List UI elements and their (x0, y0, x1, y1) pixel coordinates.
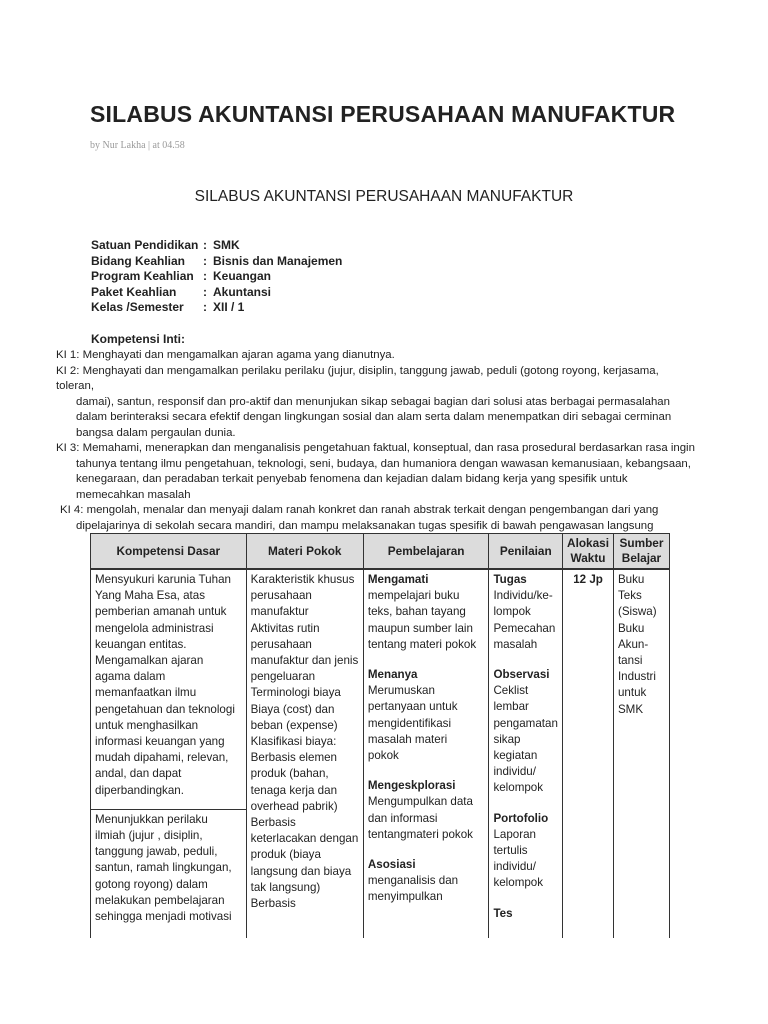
identity-table (91, 238, 342, 316)
kd-line: sehingga menjadi motivasi (95, 910, 232, 924)
ki-line: KI 1: Menghayati dan mengamalkan ajaran agama yang dianutnya. (56, 349, 395, 361)
mp-line: produk (biaya (250, 848, 321, 862)
ki-item (56, 364, 696, 442)
penilaian-line: lembar (493, 700, 529, 714)
kd-line: untuk menghasilkan (95, 718, 199, 732)
penilaian-line: Ceklist (493, 684, 529, 698)
sumber-line: untuk (617, 686, 647, 700)
kd-line: mudah dipahami, relevan, (95, 751, 229, 765)
kd-line: memanfaatkan ilmu (95, 686, 197, 700)
cell-pembelajaran (363, 569, 489, 938)
ki-line: dalam berinteraksi secara efektif dengan lingkungan sosial dan alam serta dalam menempatkan diri sebagai cerminan (76, 411, 672, 423)
penilaian-line: Pemecahan (493, 621, 556, 635)
pembelajaran-line: menyimpulkan (367, 890, 443, 904)
meta-key: Program Keahlian (91, 269, 194, 283)
kd-line: pemberian amanah untuk (95, 605, 227, 619)
table-header-row (91, 534, 670, 570)
kd-line: Mengamalkan ajaran (95, 654, 204, 668)
pembelajaran-line: pokok (367, 749, 399, 763)
penilaian-section (493, 667, 558, 797)
meta-row (91, 285, 342, 301)
penilaian-line: Laporan (493, 827, 536, 841)
meta-key: Paket Keahlian (91, 284, 177, 299)
sumber-line: SMK (617, 702, 644, 716)
mp-line: Berbasis (250, 816, 296, 830)
mp-line: Klasifikasi biaya: (250, 735, 337, 749)
ki-line: memecahkan masalah (76, 488, 191, 501)
ki-line: kenegaraan, dan peradaban terkait penyebab fenomena dan kejadian dalam bidang kerja yang spesifik untuk (76, 473, 628, 485)
pembelajaran-section (368, 778, 485, 843)
pembelajaran-heading: Mengeskplorasi (367, 779, 456, 793)
pembelajaran-heading: Mengamati (367, 573, 429, 586)
table-row (91, 569, 670, 938)
ki-line: bangsa dalam pergaulan dunia. (76, 426, 236, 439)
meta-value: Akuntansi (213, 284, 272, 299)
ki-item (56, 503, 696, 534)
cell-kompetensi-dasar (91, 569, 247, 938)
meta-sep: : (203, 269, 207, 283)
header-sumber-belajar: Sumber Belajar (613, 534, 669, 570)
sumber-line: Akun- (617, 637, 649, 651)
penilaian-line: masalah (493, 637, 538, 651)
header-alokasi-waktu: Alokasi Waktu (563, 534, 614, 570)
pembelajaran-section (368, 857, 485, 906)
kompetensi-inti-list (56, 348, 696, 534)
penilaian-section (493, 811, 558, 892)
pembelajaran-line: tentangmateri pokok (367, 827, 473, 841)
meta-value: XII / 1 (213, 300, 245, 314)
pembelajaran-line: maupun sumber lain (367, 621, 473, 635)
penilaian-line: tertulis (493, 844, 528, 858)
kd-line: gotong royong) dalam (95, 877, 208, 891)
pembelajaran-line: menganalisis dan (367, 874, 459, 888)
sumber-line: (Siswa) (617, 605, 657, 619)
penilaian-line: kegiatan (493, 749, 538, 763)
mp-line: perusahaan (250, 589, 312, 603)
ki-line: KI 3: Memahami, menerapkan dan menganalisis pengetahuan faktual, konseptual, dan rasa prosedural berdasarkan rasa ingin (56, 442, 695, 454)
mp-line: manufaktur dan jenis (250, 654, 359, 668)
meta-value: SMK (213, 238, 240, 252)
mp-line: Berbasis (250, 897, 296, 911)
sumber-line: Buku (617, 621, 645, 635)
penilaian-section (493, 572, 558, 653)
kd-block-1 (95, 572, 242, 805)
cell-materi-pokok (246, 569, 363, 938)
ki-line: dipelajarinya di sekolah secara mandiri, dan mampu melaksanakan tugas spesifik di bawah pengawasan langsung (76, 519, 654, 532)
kompetensi-inti-heading: Kompetensi Inti: (91, 332, 186, 346)
ki-line: KI 4: mengolah, menalar dan menyaji dalam ranah konkret dan ranah abstrak terkait dengan pengembangan dari yang (60, 504, 659, 516)
meta-value: Bisnis dan Manajemen (213, 253, 343, 268)
mp-line: Karakteristik khusus (250, 573, 355, 586)
mp-line: perusahaan (250, 637, 312, 651)
pembelajaran-heading: Asosiasi (367, 858, 416, 872)
byline: by Nur Lakha | at 04.58 (90, 140, 185, 151)
kd-line: melakukan pembelajaran (95, 893, 225, 907)
pembelajaran-line: Merumuskan (367, 684, 435, 698)
ki-item (56, 348, 696, 364)
pembelajaran-section (368, 572, 485, 653)
penilaian-line: kelompok (493, 781, 544, 795)
kd-line: agama dalam (95, 670, 166, 684)
meta-sep: : (203, 284, 207, 299)
header-pembelajaran: Pembelajaran (363, 534, 489, 570)
penilaian-line: pengamatan (493, 716, 558, 730)
pembelajaran-line: masalah materi (367, 732, 448, 746)
penilaian-heading: Tugas (493, 573, 527, 586)
mp-line: tak langsung) (250, 880, 321, 894)
penilaian-line: lompok (493, 605, 531, 619)
mp-line: keterlacakan dengan (250, 832, 359, 846)
meta-sep: : (203, 238, 207, 252)
sumber-line: Buku (617, 573, 645, 586)
mp-line: manufaktur (250, 605, 309, 619)
mp-line: Aktivitas rutin (250, 621, 320, 635)
penilaian-line: sikap (493, 732, 521, 746)
kd-line: informasi keuangan yang (95, 735, 225, 749)
cell-penilaian (489, 569, 563, 938)
kd-line: pengetahuan dan teknologi (95, 702, 235, 716)
kd-line: Yang Maha Esa, atas (95, 589, 205, 603)
pembelajaran-line: pertanyaan untuk (367, 700, 458, 714)
meta-row (91, 254, 342, 270)
pembelajaran-line: mengidentifikasi (367, 716, 452, 730)
mp-line: Berbasis elemen (250, 751, 337, 765)
mp-line: Biaya (cost) dan (250, 702, 335, 716)
penilaian-line: individu/ (493, 765, 536, 779)
kd-line: tanggung jawab, peduli, (95, 845, 218, 859)
pembelajaran-line: Mengumpulkan data (367, 795, 473, 809)
mp-line: produk (bahan, (250, 767, 329, 781)
ki-line: KI 2: Menghayati dan mengamalkan perilaku perilaku (jujur, disiplin, tanggung jawab, peduli (gotong royong, kerjasama, toleran, (56, 364, 659, 392)
sumber-line: Teks (617, 589, 642, 603)
meta-value: Keuangan (213, 269, 272, 283)
pembelajaran-line: mempelajari buku (367, 589, 460, 603)
kd-line: Menunjukkan perilaku (95, 812, 208, 826)
mp-line: tenaga kerja dan (250, 783, 338, 797)
mp-line: langsung dan biaya (250, 864, 352, 878)
kd-line: santun, ramah lingkungan, (95, 861, 232, 875)
penilaian-heading: Portofolio (493, 811, 549, 825)
meta-row (91, 238, 342, 254)
syllabus-table (90, 533, 670, 938)
pembelajaran-line: teks, bahan tayang (367, 605, 466, 619)
meta-sep: : (203, 300, 207, 314)
meta-key: Satuan Pendidikan (91, 238, 199, 252)
sumber-line: Industri (617, 670, 656, 684)
pembelajaran-heading: Menanya (367, 668, 418, 682)
page-title: SILABUS AKUNTANSI PERUSAHAAN MANUFAKTUR (90, 101, 676, 127)
meta-row (91, 300, 342, 316)
mp-line: pengeluaran (250, 670, 316, 684)
penilaian-line: Individu/ke- (493, 589, 553, 603)
kd-block-2 (91, 809, 246, 925)
cell-alokasi-waktu: 12 Jp (563, 569, 614, 938)
ki-line: tahunya tentang ilmu pengetahuan, teknologi, seni, budaya, dan humaniora dengan wawasan kemanusiaan, kebangsaan, (76, 457, 691, 470)
mp-line: Terminologi biaya (250, 686, 341, 700)
sumber-line: tansi (617, 654, 643, 668)
cell-sumber-belajar (613, 569, 669, 938)
meta-sep: : (203, 253, 207, 268)
penilaian-section (493, 906, 558, 922)
kd-line: mengelola administrasi (95, 621, 214, 635)
meta-key: Kelas /Semester (91, 300, 184, 314)
penilaian-line: individu/ (493, 860, 536, 874)
header-penilaian: Penilaian (489, 534, 563, 570)
kd-line: keuangan entitas. (95, 637, 187, 651)
mp-line: overhead pabrik) (250, 799, 338, 813)
kd-line: ilmiah (jujur , disiplin, (95, 829, 203, 843)
pembelajaran-line: dan informasi (367, 811, 438, 825)
penilaian-heading: Tes (493, 906, 513, 920)
kd-line: Mensyukuri karunia Tuhan (95, 573, 231, 586)
header-materi-pokok: Materi Pokok (246, 534, 363, 570)
meta-key: Bidang Keahlian (91, 253, 186, 268)
pembelajaran-line: tentang materi pokok (367, 637, 477, 651)
penilaian-heading: Observasi (493, 668, 550, 682)
pembelajaran-section (368, 667, 485, 764)
ki-item (56, 441, 696, 503)
header-kompetensi-dasar: Kompetensi Dasar (91, 534, 247, 570)
kd-line: diperbandingkan. (95, 783, 184, 797)
mp-line: beban (expense) (250, 718, 338, 732)
penilaian-line: kelompok (493, 876, 544, 890)
document-title: SILABUS AKUNTANSI PERUSAHAAN MANUFAKTUR (194, 188, 574, 205)
meta-row (91, 269, 342, 285)
kd-line: andal, dan dapat (95, 767, 182, 781)
ki-line: damai), santun, responsif dan pro-aktif dan menunjukan sikap sebagai bagian dari solusi atas berbagai permasalahan (76, 395, 670, 408)
